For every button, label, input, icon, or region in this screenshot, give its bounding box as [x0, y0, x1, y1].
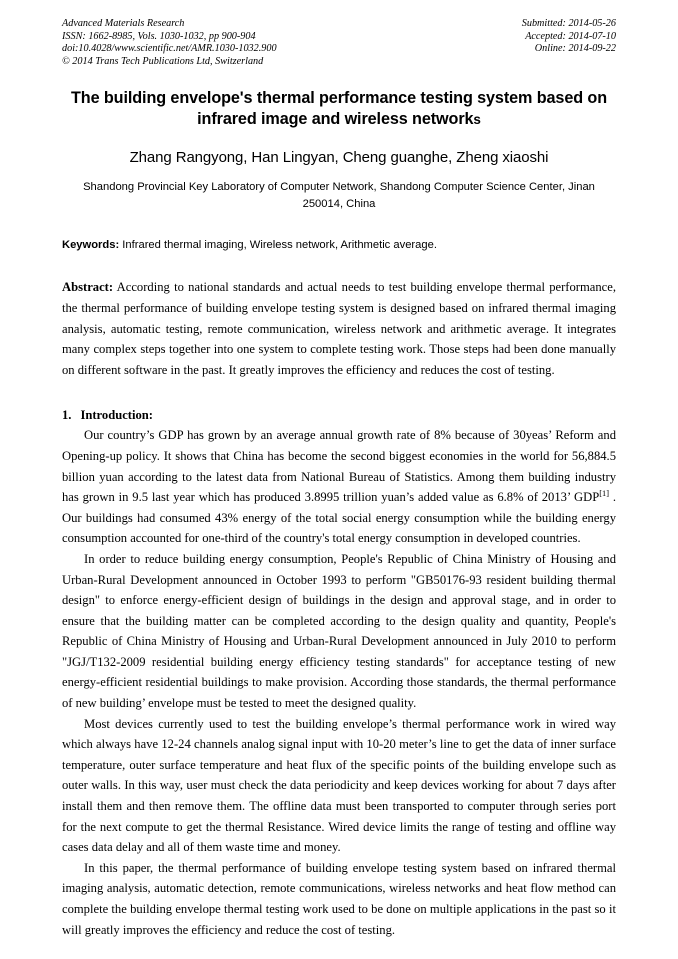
doi-line: doi:10.4028/www.scientific.net/AMR.1030-1032.900	[62, 43, 277, 55]
paragraph-2: In order to reduce building energy consumption, People's Republic of China Ministry of Housing and Urban-Rural Development announced in October 1993 to perform "GB50176-93 resident building thermal design" to enforce energy-efficient design of buildings in the design and approval stage, and in order to ensure that the building matter can be completed according to the design quality and quantity, People's Republic of China Ministry of Housing and Urban-Rural Development announced in July 2010 to perform "JGJ/T132-2009 residential building energy efficiency testing standards" for acceptance testing of new energy-efficient residential buildings to make provision. According those standards, the thermal performance of new building’ envelope must be tested to meet the designed quality.	[62, 551, 616, 711]
paragraph-4: In this paper, the thermal performance of building envelope testing system based on infrared thermal imaging analysis, automatic detection, remote communications, wireless networks and heat flow method can complete the building envelope thermal testing work used to be done on multiple applications in the past so it will greatly improves the efficiency and reduce the cost of testing.	[62, 860, 616, 937]
abstract	[62, 277, 616, 380]
paragraph-1-text-b: . Our buildings had consumed 43% energy of the total social energy consumption while the building energy consumption accounted for one-third of the country's total energy consumption in developed countries.	[62, 490, 617, 546]
paragraph-3: Most devices currently used to test the building envelope’s thermal performance work in wired way which always have 12-24 channels analog signal input with 10-20 meter’s line to get the data of inner surface temperature, outer surface temperature and heat flux of the specific points of the building envelope such as outer walls. In this way, user must check the data periodicity and keep devices working for about 7 days after install them and then remove them. The offline data must been transported to computer through series port for the next compute to get the thermal Resistance. Wired device limits the range of testing and offline way cases data delay and all of them waste time and money.	[62, 716, 616, 855]
masthead-left-block	[62, 18, 277, 68]
section-title: Introduction:	[80, 408, 153, 423]
keywords-text: Infrared thermal imaging, Wireless network, Arithmetic average.	[119, 239, 437, 252]
section-number: 1.	[62, 408, 72, 423]
affiliation: Shandong Provincial Key Laboratory of Computer Network, Shandong Computer Science Center, Jinan 250014, China	[83, 181, 595, 211]
issn-line: ISSN: 1662-8985, Vols. 1030-1032, pp 900-904	[62, 30, 256, 42]
citation-ref-1: [1]	[599, 488, 610, 498]
author-list: Zhang Rangyong, Han Lingyan, Cheng guanghe, Zheng xiaoshi	[129, 149, 549, 167]
paragraph-1-text-a: Our country’s GDP has grown by an average annual growth rate of 8% because of 30yeas’ Reform and Opening-up policy. It shows that China has become the second biggest economies in the world for 56,884.5 billion yuan according to the latest data from National Bureau of Statistics. Among them building industry has grown in 9.5 last year which has produced 3.8995 trillion yuan’s added value as 6.8% of 2013’ GDP	[62, 428, 616, 505]
page-title-trailing: s	[473, 112, 481, 128]
keywords-line	[62, 237, 616, 253]
keywords-label: Keywords:	[62, 239, 120, 252]
paragraph-1	[62, 425, 616, 549]
journal-name: Advanced Materials Research	[62, 18, 185, 29]
submitted-date: Submitted: 2014-05-26	[521, 18, 616, 29]
section-heading-introduction	[62, 405, 616, 425]
accepted-date: Accepted: 2014-07-10	[525, 30, 616, 42]
page-title	[70, 88, 608, 130]
online-date: Online: 2014-09-22	[534, 43, 616, 55]
page-title-main: The building envelope's thermal performance testing system based on infrared image and wireless network	[71, 89, 607, 129]
copyright-line: © 2014 Trans Tech Publications Ltd, Switzerland	[62, 55, 264, 67]
abstract-text: According to national standards and actual needs to test building envelope thermal performance, the thermal performance of building envelope testing system is designed based on infrared thermal imaging analysis, automatic testing, remote communication, wireless network and arithmetic average. It integrates many complex steps together into one system to complete testing work. Those steps had been done manually on different software in the past. It greatly improves the efficiency and reduces the cost of testing.	[62, 280, 616, 377]
masthead-right-block	[522, 18, 616, 56]
abstract-label: Abstract:	[62, 280, 114, 295]
journal-masthead	[62, 18, 616, 68]
